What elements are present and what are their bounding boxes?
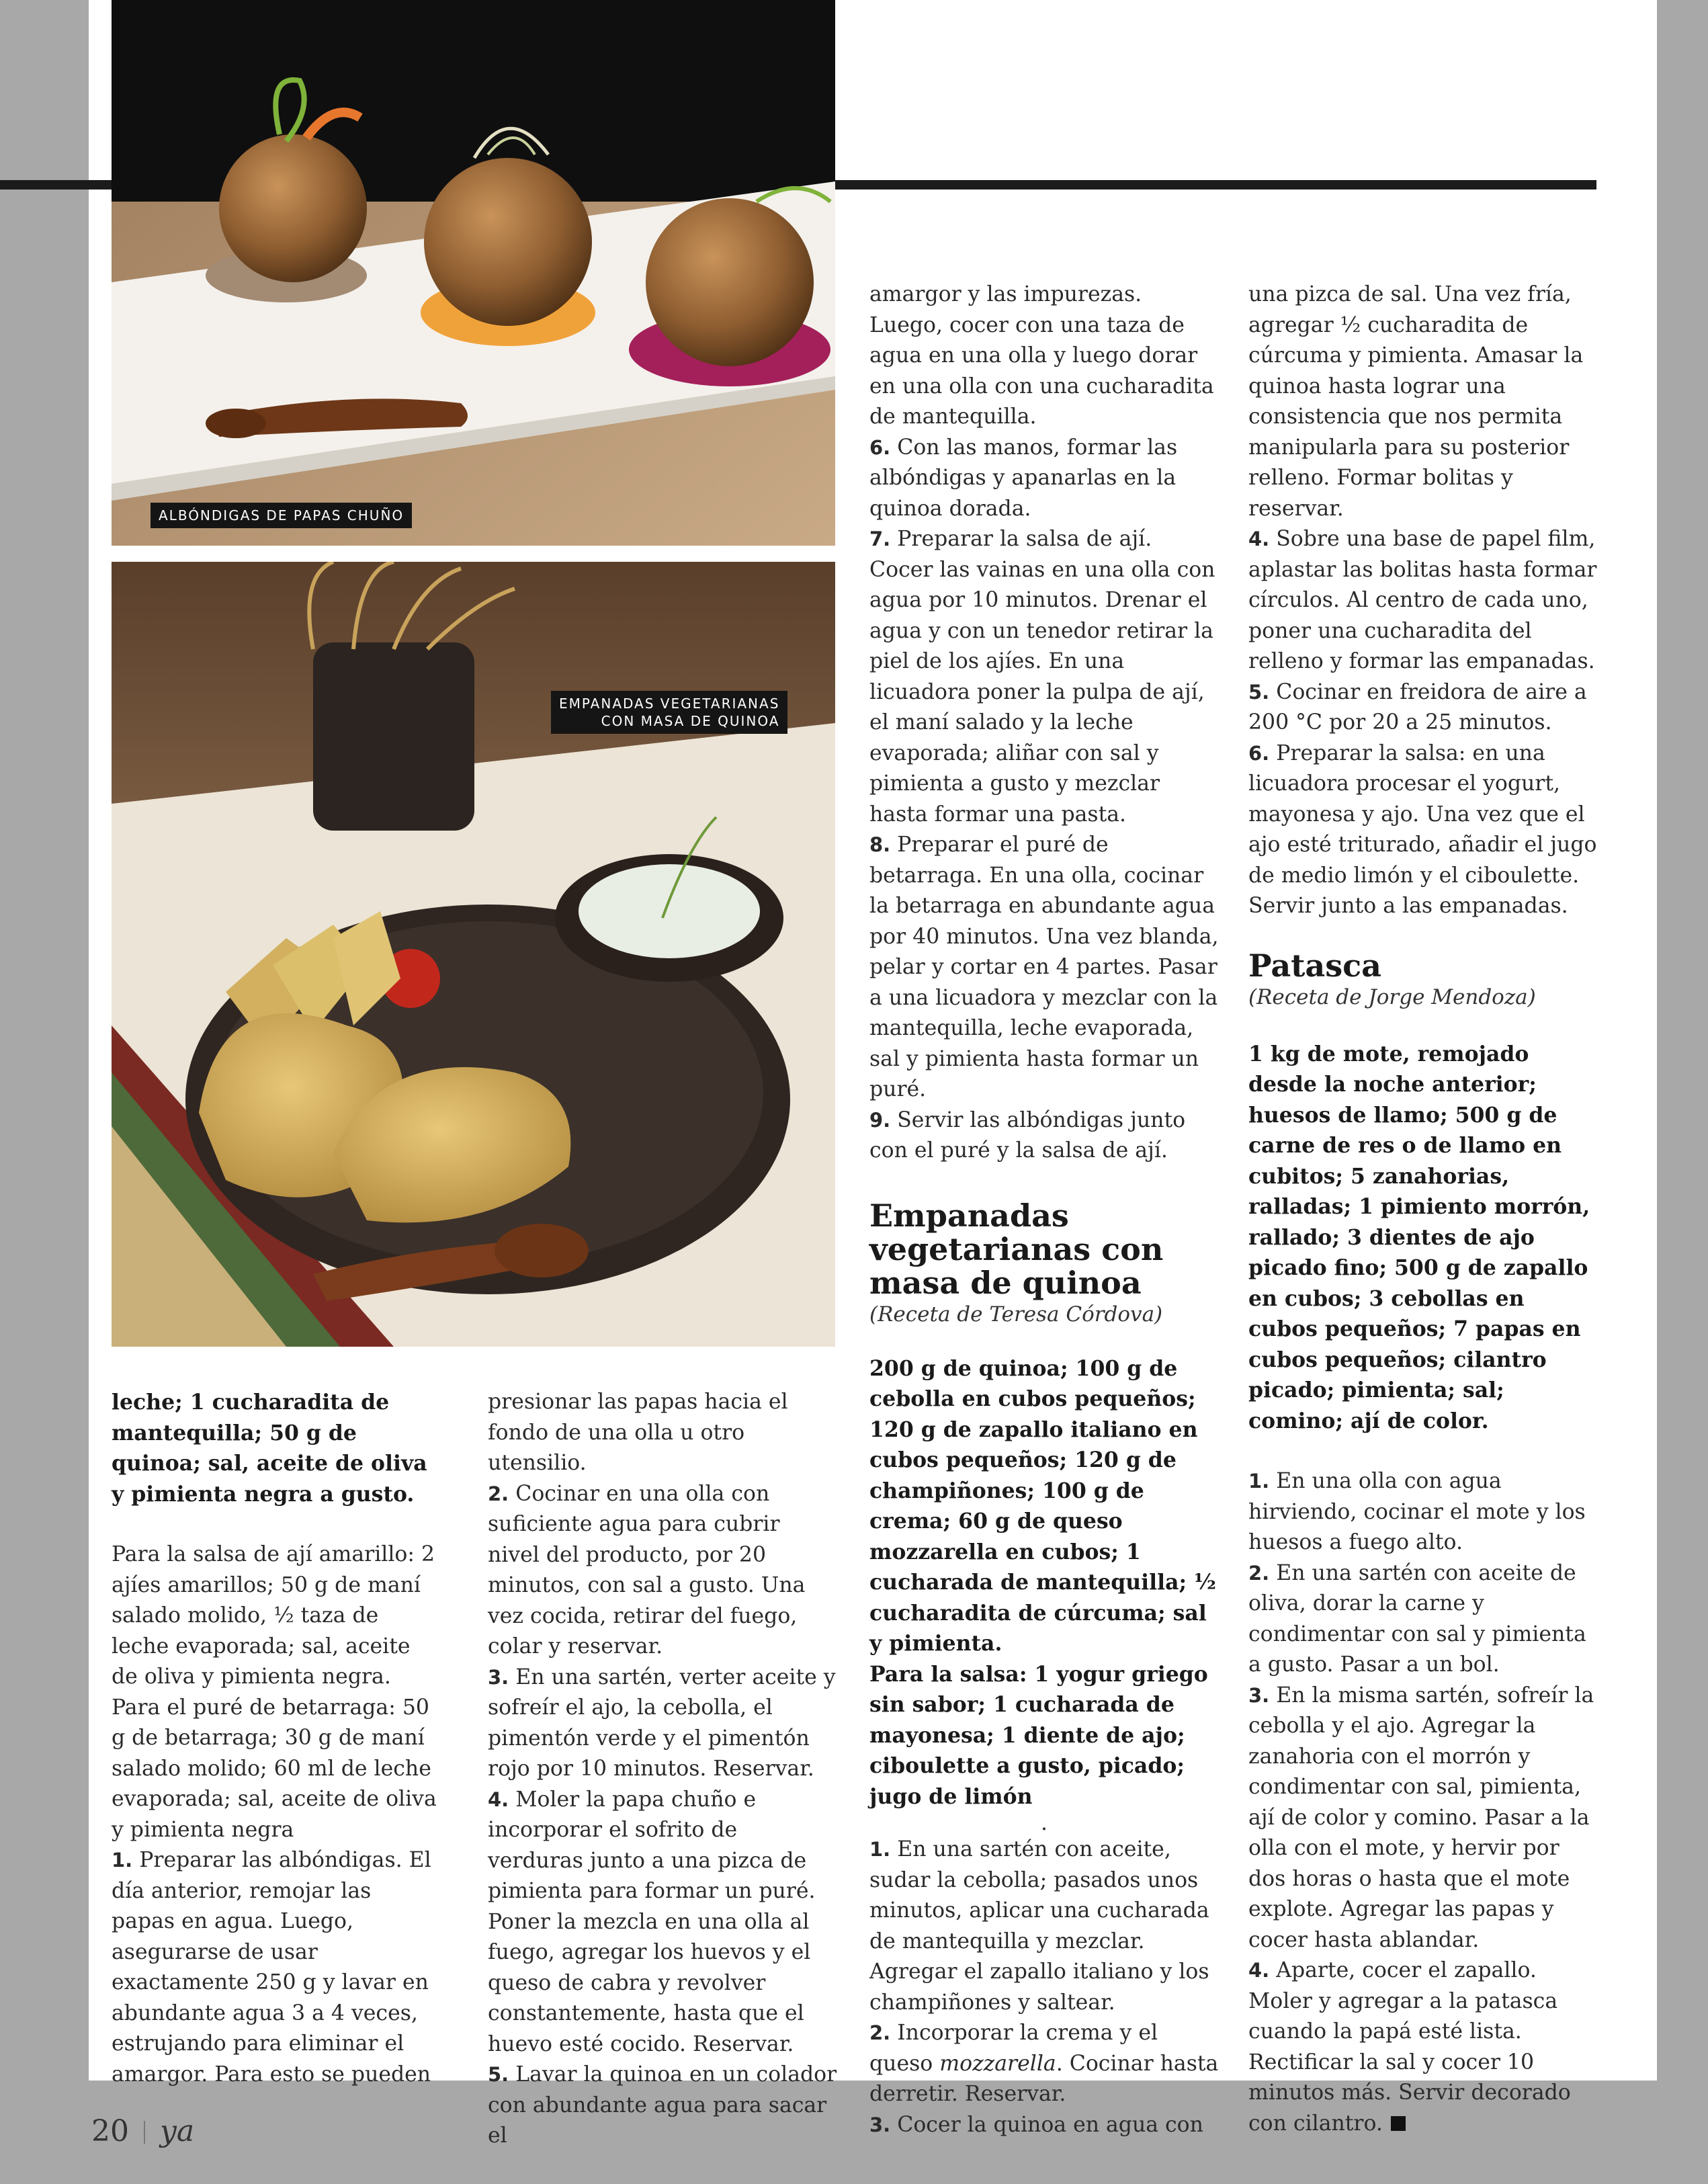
empanadas-step-6 xyxy=(1248,739,1598,922)
step-number: 1. xyxy=(869,1838,891,1861)
patasca-ingredients: 1 kg de mote, remojado desde la noche anterior; huesos de llamo; 500 g de carne de res o de llamo en cubitos; 5 zanahorias, ralladas; 1 pimiento morrón, rallado; 3 dientes de ajo picado fino; 500 g de zapallo en cubos; 3 cebollas en cubos pequeños; 7 papas en cubos pequeños; cilantro picado; pimienta; sal; comino; ají de color. xyxy=(1248,1041,1590,1433)
step-number: 6. xyxy=(1248,741,1270,765)
step-text: Cocinar en una olla con suficiente agua para cubrir nivel del producto, por 20 minutos, con sal a gusto. Una vez cocida, retirar del fuego, colar y reservar. xyxy=(488,1481,806,1658)
step-text: En una sartén con aceite de oliva, dorar la carne y condimentar con sal y pimienta a gusto. Pasar a un bol. xyxy=(1248,1560,1586,1677)
text-column-1 xyxy=(112,1387,441,2090)
step-text: En la misma sartén, sofreír la cebolla y el ajo. Agregar la zanahoria con el morrón y condimentar con sal, pimienta, ají de color y comino. Pasar a la olla con el mote, y hervir por dos horas o hasta que el mote explote. Agregar las papas y cocer hasta ablandar. xyxy=(1248,1683,1594,1952)
albondigas-step-4 xyxy=(488,1785,837,2060)
step-text: Aparte, cocer el zapallo. Moler y agregar a la patasca cuando la papá esté lista. Rectificar la sal y cocer 10 minutos más. Servir decorado con cilantro. xyxy=(1248,1958,1571,2136)
albondigas-step-1-cont: presionar las papas hacia el fondo de una olla u otro utensilio. xyxy=(488,1390,788,1475)
photo2-caption-line1: EMPANADAS VEGETARIANAS xyxy=(559,696,780,712)
step-text: Lavar la quinoa en un colador con abundante agua para sacar el xyxy=(488,2062,837,2148)
empanadas-illustration xyxy=(112,562,835,1347)
albondigas-illustration xyxy=(112,0,835,546)
stray-dot: . xyxy=(1040,1811,1048,1835)
magazine-logo: ya xyxy=(160,2114,195,2148)
photo1-caption xyxy=(151,503,412,528)
empanadas-ingredients: 200 g de quinoa; 100 g de cebolla en cubos pequeños; 120 g de zapallo italiano en cubos pequeños; 120 g de champiñones; 100 g de crema; 60 g de queso mozzarella en cubos; 1 cucharada de mantequilla; ½ cucharadita de cúrcuma; sal y pimienta. xyxy=(869,1355,1216,1656)
top-rule-left xyxy=(0,180,116,190)
step-text: En una olla con agua hirviendo, cocinar el mote y los huesos a fuego alto. xyxy=(1248,1469,1586,1554)
patasca-credit: (Receta de Jorge Mendoza) xyxy=(1248,984,1536,1009)
step-text: Preparar las albóndigas. El día anterior, remojar las papas en agua. Luego, asegurarse de usar exactamente 250 g y lavar en abundante agua 3 a 4 veces, estrujando para eliminar el amargor. Para esto se pueden xyxy=(112,1848,431,2087)
albondigas-step-8 xyxy=(869,830,1219,1105)
step-number: 1. xyxy=(1248,1470,1270,1493)
empanadas-step-4 xyxy=(1248,524,1598,677)
albondigas-step-5 xyxy=(488,2060,837,2152)
step-number: 3. xyxy=(1248,1683,1270,1707)
step-text-italic: mozzarella xyxy=(939,2051,1056,2076)
top-rule-right xyxy=(835,180,1596,190)
step-text: Incorporar la crema y el queso xyxy=(869,2021,1158,2076)
step-text: Con las manos, formar las albóndigas y apanarlas en la quinoa dorada. xyxy=(869,435,1178,521)
text-column-3 xyxy=(869,280,1219,2140)
albondigas-step-5-cont: amargor y las impurezas. Luego, cocer con una taza de agua en una olla y luego dorar en una olla con una cucharadita de mantequilla. xyxy=(869,282,1214,429)
step-text: Servir las albóndigas junto con el puré y la salsa de ají. xyxy=(869,1107,1186,1163)
albondigas-step-6 xyxy=(869,433,1219,525)
step-number: 2. xyxy=(488,1482,509,1505)
step-number: 2. xyxy=(1248,1561,1270,1585)
page-number: 20 xyxy=(91,2114,129,2148)
step-number: 5. xyxy=(488,2063,509,2086)
patasca-step-3 xyxy=(1248,1681,1598,1956)
albondigas-ingredients-end: leche; 1 cucharadita de mantequilla; 50 g de quinoa; sal, aceite de oliva y pimienta negra a gusto. xyxy=(112,1390,427,1507)
step-text: En una sartén con aceite, sudar la cebolla; pasados unos minutos, aplicar una cucharada de mantequilla y mezclar. Agregar el zapallo italiano y los champiñones y saltear. xyxy=(869,1837,1209,2015)
albondigas-step-7 xyxy=(869,524,1219,830)
step-text: . Cocinar hasta derretir. Reservar. xyxy=(869,2051,1219,2106)
empanadas-sauce-ingredients: Para la salsa: 1 yogur griego sin sabor; 1 cucharada de mayonesa; 1 diente de ajo; ciboulette a gusto, picado; jugo de limón xyxy=(869,1661,1208,1809)
photo2-caption-line2: CON MASA DE QUINOA xyxy=(601,713,780,729)
step-number: 4. xyxy=(1248,528,1270,550)
patasca-step-2 xyxy=(1248,1558,1598,1681)
step-number: 9. xyxy=(869,1108,891,1132)
empanadas-credit: (Receta de Teresa Córdova) xyxy=(869,1302,1163,1327)
photo-empanadas xyxy=(112,562,835,1347)
empanadas-step-5 xyxy=(1248,677,1598,739)
empanadas-step-3 xyxy=(869,2110,1219,2141)
albondigas-step-9 xyxy=(869,1105,1219,1167)
photo2-caption xyxy=(551,691,787,734)
step-number: 7. xyxy=(869,528,891,550)
albondigas-step-2 xyxy=(488,1479,837,1663)
page-footer xyxy=(91,2114,194,2148)
step-number: 3. xyxy=(869,2113,891,2136)
step-number: 4. xyxy=(1248,1959,1270,1982)
photo1-caption-text: ALBÓNDIGAS DE PAPAS CHUÑO xyxy=(159,507,404,523)
step-text: Preparar la salsa de ají. Cocer las vainas en una olla con agua por 10 minutos. Drenar el agua y con un tenedor retirar la piel de los ajíes. En una licuadora poner la pulpa de ají, el maní salado y la leche evaporada; aliñar con sal y pimienta a gusto y mezclar hasta formar una pasta. xyxy=(869,527,1215,827)
empanadas-step-2 xyxy=(869,2018,1219,2110)
patasca-step-4 xyxy=(1248,1956,1598,2139)
salsa-aji-ingredients: Para la salsa de ají amarillo: 2 ajíes amarillos; 50 g de maní salado molido, ½ taza de leche evaporada; sal, aceite de oliva y pimienta negra. xyxy=(112,1542,435,1689)
step-text: Preparar la salsa: en una licuadora procesar el yogurt, mayonesa y ajo. Una vez que el ajo esté triturado, añadir el jugo de medio limón y el ciboulette. Servir junto a las empanadas. xyxy=(1248,741,1597,918)
empanadas-heading: Empanadas vegetarianas con masa de quinoa xyxy=(869,1197,1164,1301)
step-text: Preparar el puré de betarraga. En una olla, cocinar la betarraga en abundante agua por 40 minutos. Una vez blanda, pelar y cortar en 4 partes. Pasar a una licuadora y mezclar con la mantequilla, leche evaporada, sal y pimienta hasta formar un puré. xyxy=(869,833,1219,1101)
text-column-4 xyxy=(1248,280,1598,2139)
step-number: 1. xyxy=(112,1849,133,1872)
patasca-step-1 xyxy=(1248,1466,1598,1558)
pure-betarraga-ingredients: Para el puré de betarraga: 50 g de betarraga; 30 g de maní salado molido; 60 ml de leche evaporada; sal, aceite de oliva y pimienta negra xyxy=(112,1695,437,1842)
empanadas-step-3-cont: una pizca de sal. Una vez fría, agregar ½ cucharadita de cúrcuma y pimienta. Amasar la quinoa hasta lograr una consistencia que nos permita manipularla para su posterior relleno. Formar bolitas y reservar. xyxy=(1248,282,1584,521)
empanadas-step-1 xyxy=(869,1835,1219,2018)
step-number: 8. xyxy=(869,833,891,856)
albondigas-step-1 xyxy=(112,1845,441,2090)
albondigas-step-3 xyxy=(488,1663,837,1785)
footer-divider xyxy=(144,2121,145,2144)
photo-albondigas xyxy=(112,0,835,546)
step-text: Cocer la quinoa en agua con xyxy=(890,2112,1203,2137)
patasca-heading: Patasca xyxy=(1248,947,1381,984)
step-number: 5. xyxy=(1248,680,1270,704)
end-mark-icon xyxy=(1391,2116,1406,2131)
step-number: 4. xyxy=(488,1788,509,1811)
step-number: 6. xyxy=(869,435,891,459)
step-text: Sobre una base de papel film, aplastar las bolitas hasta formar círculos. Al centro de cada uno, poner una cucharadita del relleno y formar las empanadas. xyxy=(1248,527,1597,673)
step-number: 3. xyxy=(488,1665,509,1689)
text-column-2 xyxy=(488,1387,837,2152)
step-text: En una sartén, verter aceite y sofreír el ajo, la cebolla, el pimentón verde y el pimentón rojo por 10 minutos. Reservar. xyxy=(488,1665,836,1781)
step-text: Cocinar en freidora de aire a 200 °C por 20 a 25 minutos. xyxy=(1248,679,1587,734)
step-number: 2. xyxy=(869,2021,891,2044)
step-text: Moler la papa chuño e incorporar el sofrito de verduras junto a una pizca de pimienta para formar un puré. Poner la mezcla en una olla al fuego, agregar los huevos y el queso de cabra y revolver constantemente, hasta que el huevo esté cocido. Reservar. xyxy=(488,1787,816,2056)
